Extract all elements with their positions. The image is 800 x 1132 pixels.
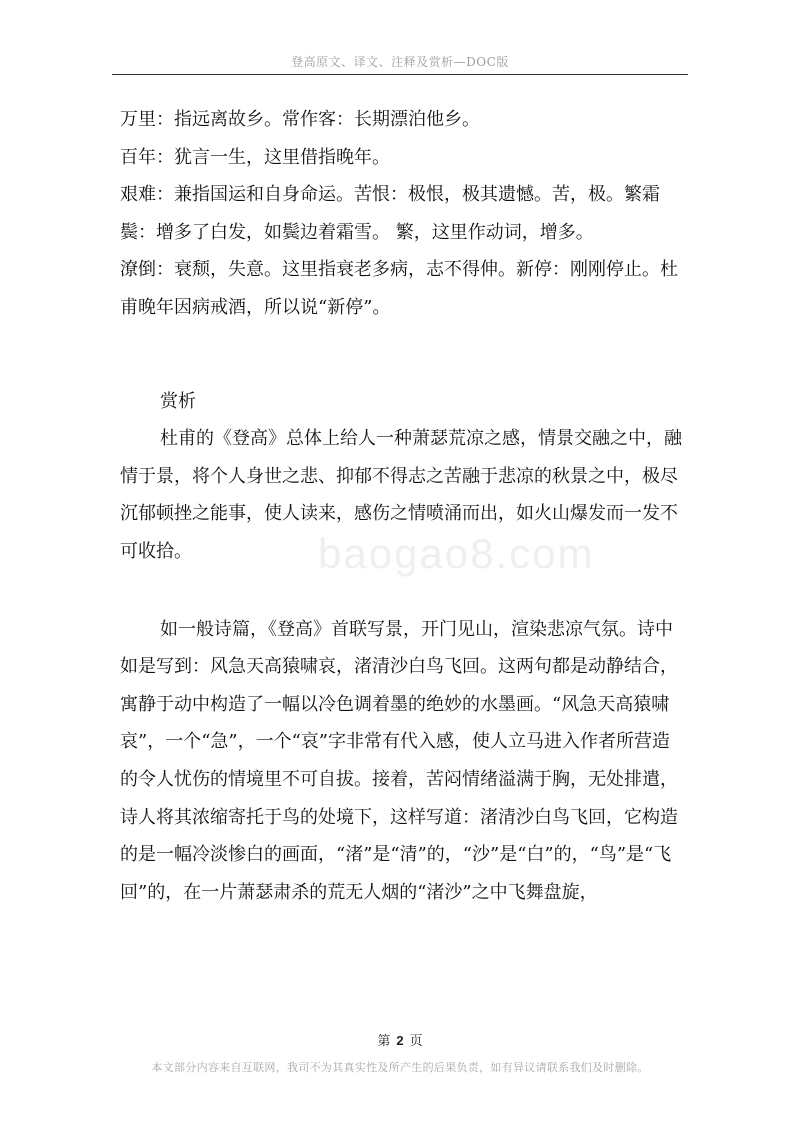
note-line: 潦倒：衰颓，失意。这里指衰老多病，志不得伸。新停：刚刚停止。杜甫晚年因病戒酒，所以说“新停”。 [120, 259, 678, 318]
section-heading: 赏析 [160, 390, 196, 412]
watermark: baogao8.com [318, 530, 595, 577]
footer-disclaimer: 本文部分内容来自互联网，我司不为其真实性及所产生的后果负责，如有异议请联系我们及时删除。 [151, 1061, 649, 1074]
document-header-title: 登高原文、译文、注释及赏析—DOC版 [291, 55, 509, 69]
paragraph: 如一般诗篇，《登高》首联写景，开门见山，渲染悲凉气氛。诗中如是写到：风急天高猿啸哀，渚清沙白鸟飞回。这两句都是动静结合，寓静于动中构造了一幅以冷色调着墨的绝妙的水墨画。“风急天高猿啸哀”，一个“急”，一个“哀”字非常有代入感，使人立马进入作者所营造的令人忧伤的情境里不可自拔。接着，苦闷情绪溢满于胸，无处排遣，诗人将其浓缩寄托于鸟的处境下，这样写道：渚清沙白鸟飞回，它构造的是一幅冷淡惨白的画面，“渚”是“清”的，“沙”是“白”的，“鸟”是“飞回”的，在一片萧瑟肃杀的荒无人烟的“渚沙”之中飞舞盘旋， [120, 618, 678, 903]
paragraph-spacer [120, 327, 685, 383]
document-body [120, 101, 685, 911]
note-line: 百年：犹言一生，这里借指晚年。 [120, 146, 390, 168]
header-divider [112, 74, 688, 75]
page-prefix: 第 [377, 1034, 391, 1049]
page-suffix: 页 [409, 1034, 423, 1049]
note-line: 艰难：兼指国运和自身命运。苦恨：极恨，极其遗憾。苦，极。繁霜鬓：增多了白发，如鬓边着霜雪。 繁，这里作动词，增多。 [120, 184, 660, 243]
paragraph-spacer [120, 571, 685, 611]
page-number [0, 1030, 800, 1049]
note-line: 万里：指远离故乡。常作客：长期漂泊他乡。 [120, 109, 480, 130]
page-number-value: 2 [396, 1033, 404, 1048]
paragraph: 杜甫的《登高》总体上给人一种萧瑟荒凉之感，情景交融之中，融情于景，将个人身世之悲、抑郁不得志之苦融于悲凉的秋景之中，极尽沉郁顿挫之能事，使人读来，感伤之情喷涌而出，如火山爆发而一发不可收拾。 [120, 428, 682, 562]
